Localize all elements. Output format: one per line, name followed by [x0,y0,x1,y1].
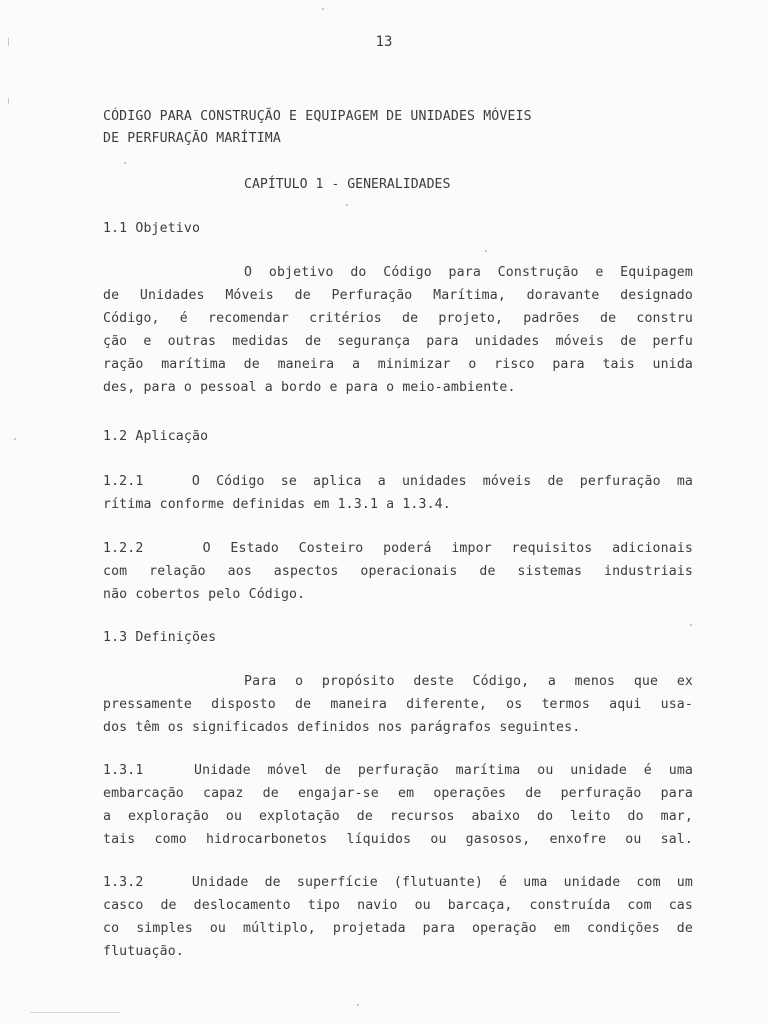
paragraph-line: a exploração ou explotação de recursos abaixo do leito do mar, [103,809,693,824]
paragraph-line: 1.2.1 O Código se aplica a unidades móveis de perfuração ma [103,474,693,489]
chapter-heading: CAPÍTULO 1 - GENERALIDADES [244,177,451,192]
scan-speck [322,8,324,10]
paragraph-line: casco de deslocamento tipo navio ou barcaça, construída com cas [103,898,693,913]
paragraph-line: de Unidades Móveis de Perfuração Marítima, doravante designado [103,288,693,303]
paragraph-line: 1.3.2 Unidade de superfície (flutuante) é uma unidade com um [103,875,693,890]
paragraph-line: des, para o pessoal a bordo e para o meio-ambiente. [103,380,516,395]
scan-speck [690,624,692,626]
paragraph-line: não cobertos pelo Código. [103,587,306,602]
paragraph-line: embarcação capaz de engajar-se em operações de perfuração para [103,786,693,801]
paragraph-line: flutuação. [103,944,184,959]
paragraph-line: pressamente disposto de maneira diferente, os termos aqui usa- [103,697,693,712]
document-title-line-1: CÓDIGO PARA CONSTRUÇÃO E EQUIPAGEM DE UNIDADES MÓVEIS [103,109,532,124]
page-number: 13 [375,34,393,50]
paragraph-line: tais como hidrocarbonetos líquidos ou gasosos, enxofre ou sal. [103,832,693,847]
scan-speck [357,1004,359,1006]
paragraph-line: co simples ou múltiplo, projetada para operação em condições de [103,921,693,936]
scan-speck [485,250,487,252]
paragraph-line: 1.2.2 O Estado Costeiro poderá impor requisitos adicionais [103,541,693,556]
section-heading-1-1: 1.1 Objetivo [103,221,201,236]
paragraph-line: Código, é recomendar critérios de projeto, padrões de constru [103,311,693,326]
paragraph-line: ção e outras medidas de segurança para unidades móveis de perfu [103,334,693,349]
section-heading-1-3: 1.3 Definições [103,630,217,645]
scan-edge-mark [8,98,9,104]
scan-speck [14,438,16,440]
section-heading-1-2: 1.2 Aplicação [103,429,209,444]
paragraph-line: com relação aos aspectos operacionais de sistemas industriais [103,564,693,579]
paragraph-line: O objetivo do Código para Construção e Equipagem [244,265,693,280]
paragraph-line: Para o propósito deste Código, a menos que ex [244,674,693,689]
paragraph-line: 1.3.1 Unidade móvel de perfuração marítima ou unidade é uma [103,763,693,778]
scan-speck [346,204,348,206]
paragraph-line: dos têm os significados definidos nos parágrafos seguintes. [103,720,581,735]
paragraph-line: ração marítima de maneira a minimizar o risco para tais unida [103,357,693,372]
document-title-line-2: DE PERFURAÇÃO MARÍTIMA [103,131,281,146]
scan-speck [124,162,126,164]
paragraph-line: rítima conforme definidas em 1.3.1 a 1.3.4. [103,497,451,512]
scan-footer-line [30,1012,120,1013]
